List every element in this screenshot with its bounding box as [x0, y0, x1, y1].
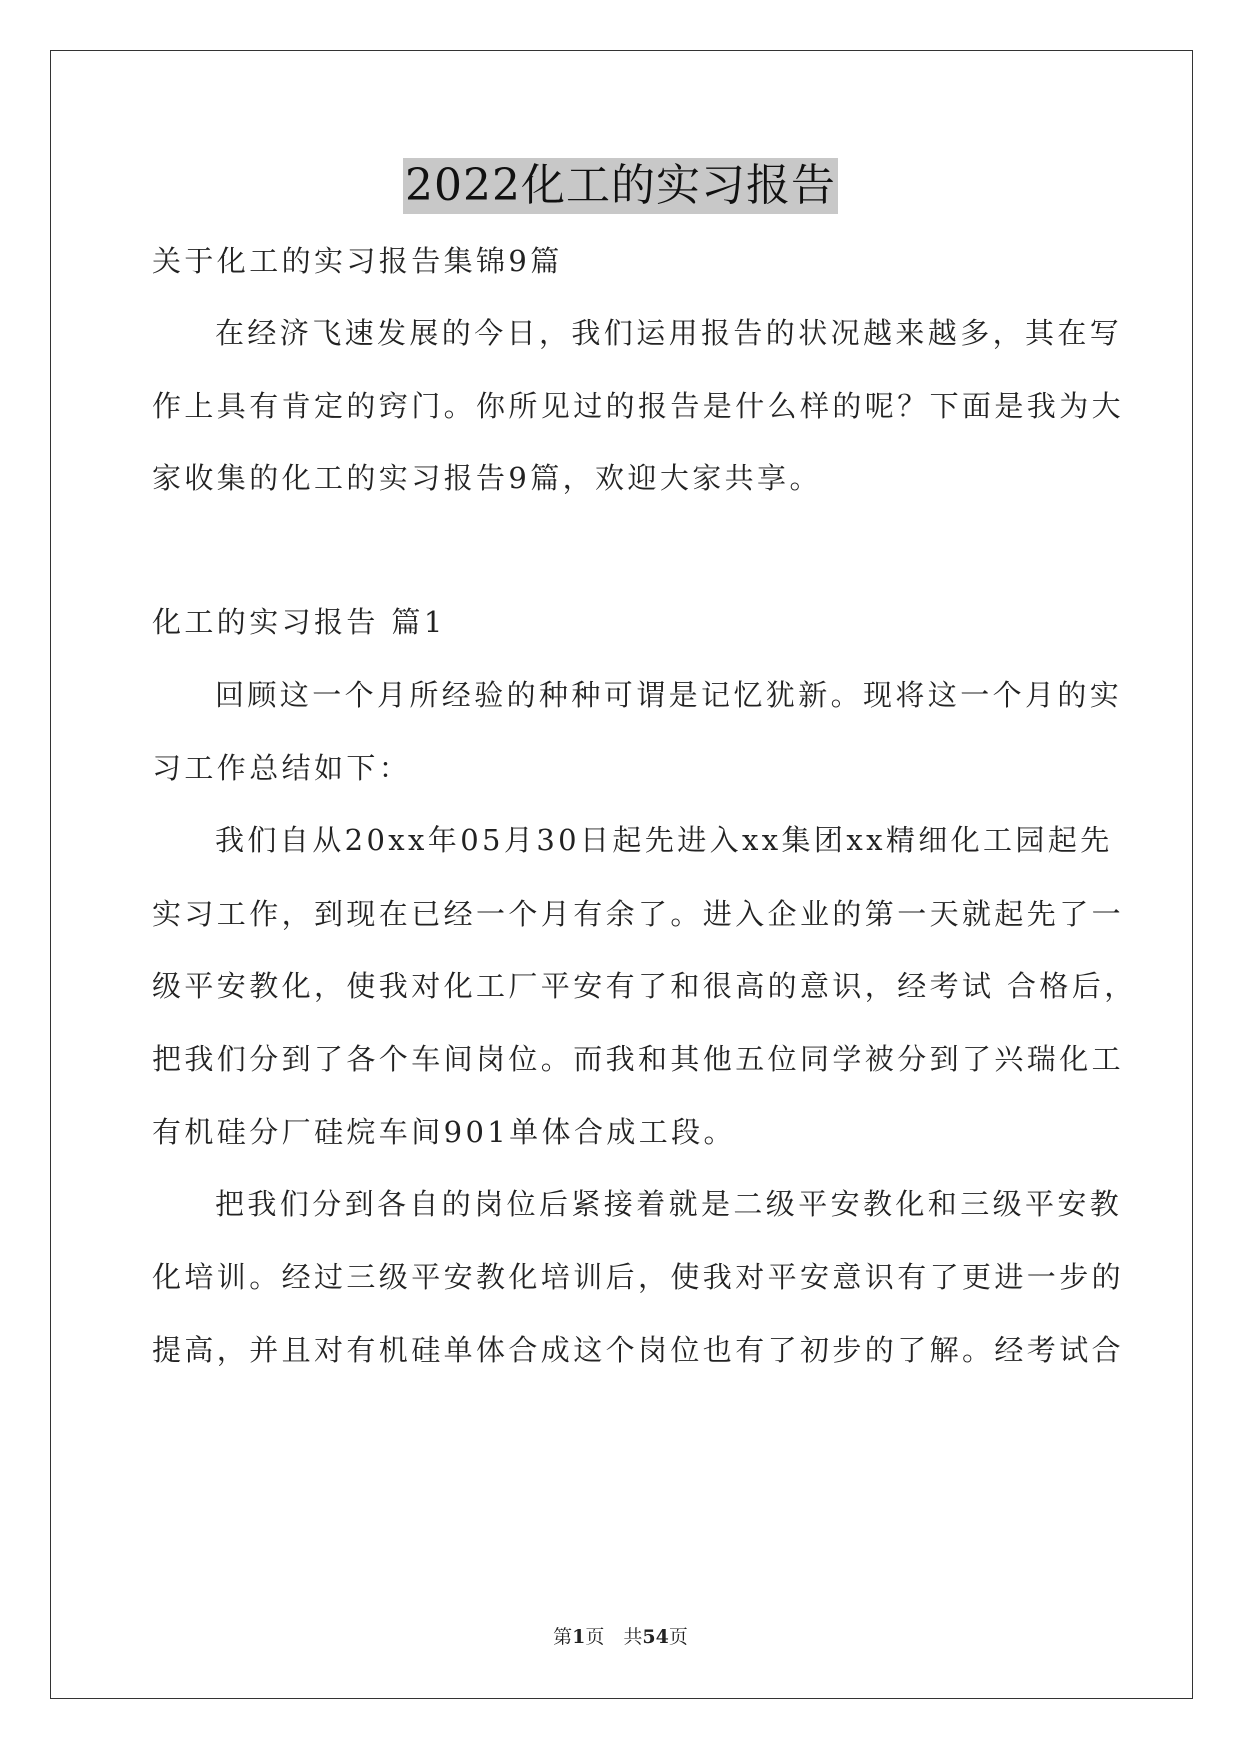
paragraph-line: 级平安教化，使我对化工厂平安有了和很高的意识，经考试 合格后，: [152, 969, 1137, 1003]
paragraph-line: 我们自从20xx年05月30日起先进入xx集团xx精细化工园起先: [215, 823, 1113, 857]
paragraph-line: 把我们分到各自的岗位后紧接着就是二级平安教化和三级平安教: [215, 1187, 1123, 1221]
paragraph-line: 提高，并且对有机硅单体合成这个岗位也有了初步的了解。经考试合: [152, 1333, 1125, 1367]
paragraph-line: 实习工作，到现在已经一个月有余了。进入企业的第一天就起先了一: [152, 897, 1125, 931]
footer-mid: 页 共: [585, 1626, 643, 1648]
document-title: 2022化工的实习报告: [403, 158, 838, 214]
paragraph-line: 把我们分到了各个车间岗位。而我和其他五位同学被分到了兴瑞化工: [152, 1042, 1125, 1076]
section-heading: 化工的实习报告 篇1: [152, 605, 446, 639]
paragraph-line: 回顾这一个月所经验的种种可谓是记忆犹新。现将这一个月的实: [215, 678, 1123, 712]
total-page-number: 54: [642, 1626, 669, 1648]
footer-prefix: 第: [553, 1626, 573, 1648]
paragraph-line: 化培训。经过三级平安教化培训后，使我对平安意识有了更进一步的: [152, 1260, 1125, 1294]
current-page-number: 1: [572, 1626, 586, 1648]
title-container: [0, 158, 1241, 214]
paragraph-line: 习工作总结如下：: [152, 751, 412, 785]
footer-suffix: 页: [668, 1626, 688, 1648]
intro-line: 作上具有肯定的窍门。你所见过的报告是什么样的呢？下面是我为大: [152, 389, 1125, 423]
document-subtitle: 关于化工的实习报告集锦9篇: [152, 244, 563, 278]
paragraph-line: 有机硅分厂硅烷车间901单体合成工段。: [152, 1115, 736, 1149]
intro-line: 家收集的化工的实习报告9篇，欢迎大家共享。: [152, 461, 822, 495]
page-footer: [0, 1624, 1241, 1650]
intro-line: 在经济飞速发展的今日，我们运用报告的状况越来越多，其在写: [215, 316, 1123, 350]
page-border: [50, 50, 1193, 1699]
